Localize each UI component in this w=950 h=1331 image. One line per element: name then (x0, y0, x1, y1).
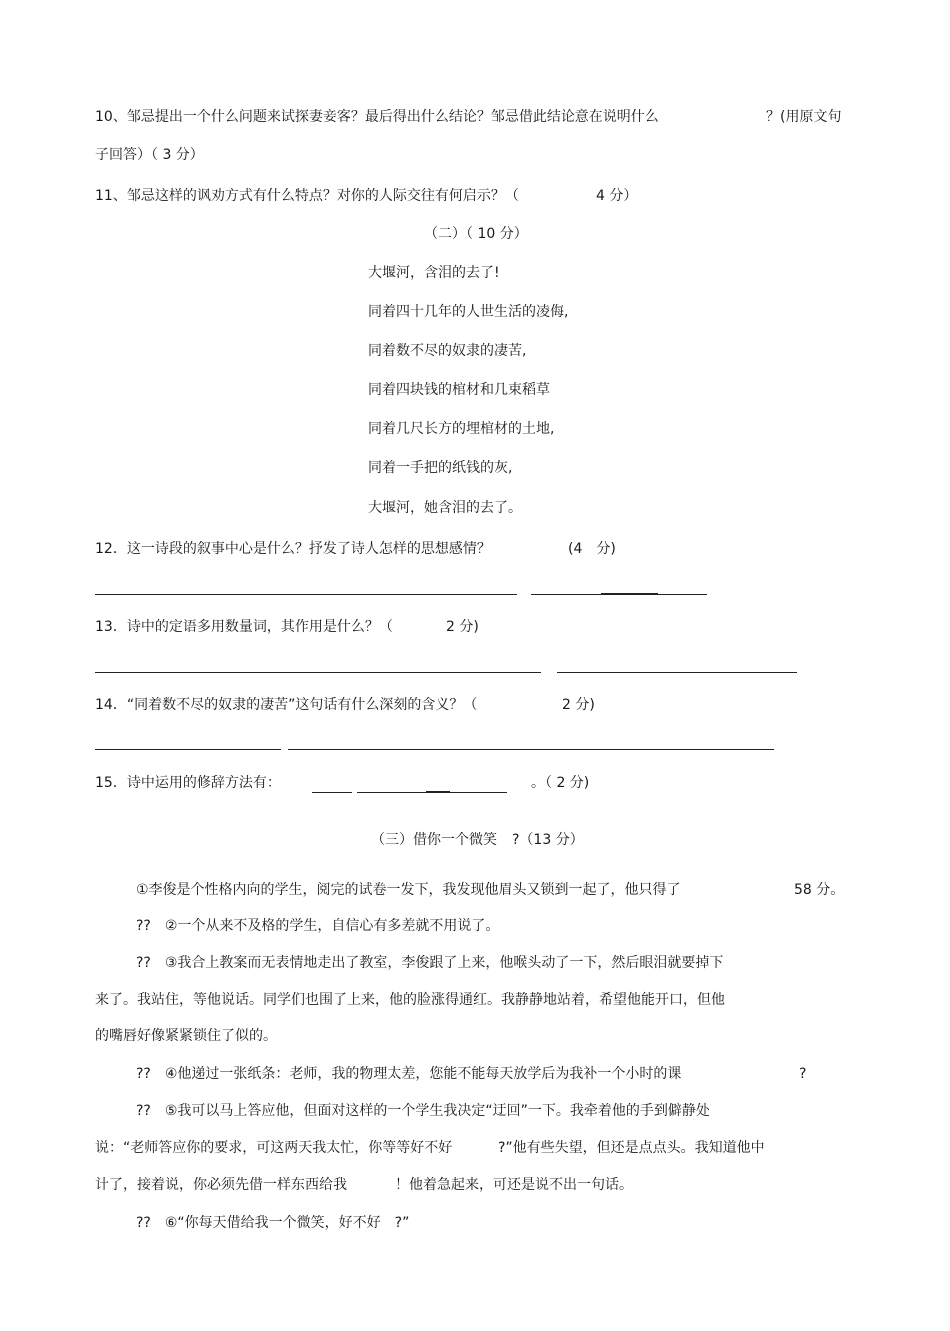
paragraph-1: ①李俊是个性格内向的学生，阅完的试卷一发下，我发现他眉头又锁到一起了，他只得了 (136, 882, 681, 898)
paragraph-5: ?”他有些失望，但还是点点头。我知道他中 (498, 1140, 765, 1156)
q14-answer-blank[interactable] (288, 749, 774, 750)
q14-answer-blank[interactable] (95, 749, 281, 750)
poem-line: 同着一手把的纸钱的灰, (368, 460, 513, 476)
q13-answer-blank[interactable] (557, 672, 797, 673)
q15-answer-blank (426, 791, 450, 793)
q15-score: 。（ 2 分) (531, 775, 590, 791)
q13-score: 2 分) (446, 619, 479, 635)
paragraph-5: 计了，接着说，你必须先借一样东西给我 (95, 1177, 347, 1193)
paragraph-5: ?? ⑤我可以马上答应他，但面对这样的一个学生我决定“迂回”一下。我牵着他的手到僻静处 (136, 1103, 710, 1119)
section3-heading: （三）借你一个微笑 (371, 832, 497, 848)
poem-line: 同着几尺长方的埋棺材的土地, (368, 421, 555, 437)
paragraph-3: ?? ③我合上教案而无表情地走出了教室，李俊跟了上来，他喉头动了一下，然后眼泪就要掉下 (136, 955, 724, 971)
poem-line: 同着四十几年的人世生活的凌侮, (368, 304, 569, 320)
q15-answer-blank[interactable] (312, 792, 352, 793)
q12-answer-blank (601, 593, 658, 595)
q11-text: 11、邹忌这样的讽劝方式有什么特点？对你的人际交往有何启示？（ (95, 188, 519, 204)
poem-line: 同着四块钱的棺材和几束稻草 (368, 382, 550, 398)
paragraph-1-end: 58 分。 (794, 882, 845, 898)
poem-line: 大堰河，她含泪的去了。 (368, 500, 522, 516)
paragraph-4: ?? ④他递过一张纸条：老师，我的物理太差，您能不能每天放学后为我补一个小时的课 (136, 1066, 682, 1082)
paragraph-4-end: ? (799, 1066, 807, 1082)
paragraph-5: 说：“老师答应你的要求，可这两天我太忙，你等等好不好 (95, 1140, 453, 1156)
q12-text: 12．这一诗段的叙事中心是什么？抒发了诗人怎样的思想感情？ (95, 541, 491, 557)
section3-heading-score: ?（13 分） (512, 832, 584, 848)
poem-line: 同着数不尽的奴隶的凄苦, (368, 343, 527, 359)
poem-line: 大堰河，含泪的去了! (368, 265, 500, 281)
paragraph-2: ?? ②一个从来不及格的学生，自信心有多差就不用说了。 (136, 918, 500, 934)
q10-line1-end: ？(用原文句 (766, 109, 842, 125)
q13-text: 13．诗中的定语多用数量词，其作用是什么？（ (95, 619, 393, 635)
paragraph-5: ！他着急起来，可还是说不出一句话。 (395, 1177, 633, 1193)
q13-answer-blank[interactable] (95, 672, 541, 673)
q10-line2: 子回答）（ 3 分） (95, 147, 204, 163)
q15-text: 15．诗中运用的修辞方法有： (95, 775, 281, 791)
paragraph-3: 的嘴唇好像紧紧锁住了似的。 (95, 1028, 277, 1044)
q10-text: 10、邹忌提出一个什么问题来试探妻妾客？最后得出什么结论？邹忌借此结论意在说明什么 (95, 109, 659, 125)
q12-answer-blank[interactable] (95, 594, 517, 595)
q12-score: (4 分) (568, 541, 616, 557)
paragraph-6: ?? ⑥“你每天借给我一个微笑，好不好 ?” (136, 1215, 410, 1231)
q10-line1 (95, 107, 659, 127)
q14-score: 2 分) (562, 697, 595, 713)
q14-text: 14．“同着数不尽的奴隶的凄苦”这句话有什么深刻的含义？（ (95, 697, 478, 713)
paragraph-3: 来了。我站住，等他说话。同学们也围了上来，他的脸涨得通红。我静静地站着，希望他能开口，但他 (95, 992, 725, 1008)
q11-score: 4 分） (596, 188, 638, 204)
section2-heading: （二）（ 10 分） (424, 226, 528, 242)
